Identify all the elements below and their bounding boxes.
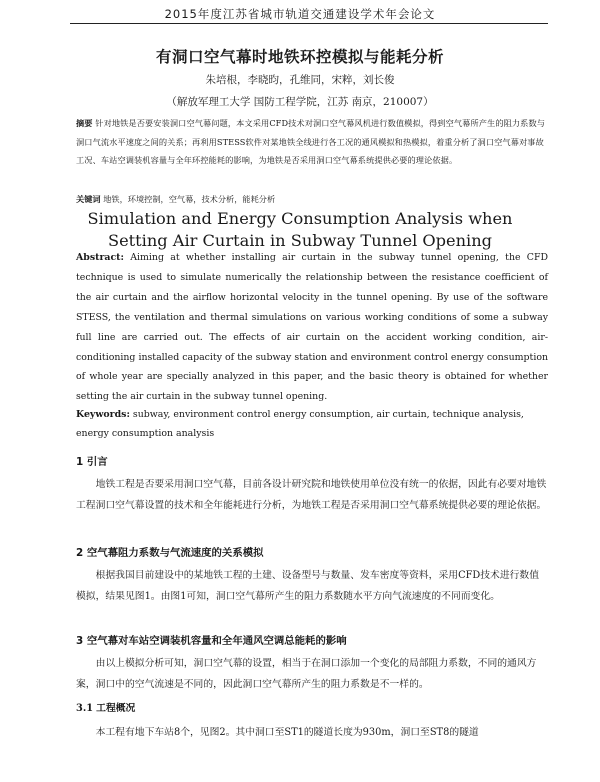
chinese-title: 有洞口空气幕时地铁环控模拟与能耗分析 bbox=[155, 48, 444, 66]
english-keywords-text: subway, environment control energy consumption, air curtain, technique analysis, energy consumption analysis bbox=[76, 409, 524, 439]
subsection-3-1-body: 本工程有地下车站8个，见图2。其中洞口至ST1的隧道长度为930m，洞口至ST8的隧道 bbox=[95, 727, 479, 738]
section-2-body: 根据我国目前建设中的某地铁工程的土建、设备型号与数量、发车密度等资料，采用CFD技术进行数值模拟，结果见图1。由图1可知，洞口空气幕所产生的阻力系数随水平方向气流速度的不同而变化。 bbox=[76, 570, 540, 602]
chinese-abstract-text: 针对地铁是否要安装洞口空气幕问题，本文采用CFD技术对洞口空气幕风机进行数值模拟，得到空气幕所产生的阻力系数与洞口气流水平速度之间的关系；再利用STESS软件对某地铁全线进行各工况的通风模拟和热模拟，着重分析了洞口空气幕对事故工况、车站空调装机容量与全年环控能耗的影响，为地铁是否采用洞口空气幕系统提供必要的理论依据。 bbox=[76, 118, 546, 165]
section-2-heading: 2 空气幕阻力系数与气流速度的关系模拟 bbox=[76, 547, 264, 559]
chinese-authors: 朱培根，李晓昀，孔维同，宋粹，刘长俊 bbox=[205, 74, 395, 86]
chinese-keywords bbox=[76, 192, 546, 206]
section-1-heading: 1 引言 bbox=[76, 456, 108, 468]
subsection-title: 工程概况 bbox=[96, 703, 136, 714]
chinese-keywords-text: 地铁，环境控制，空气幕，技术分析，能耗分析 bbox=[103, 194, 276, 204]
english-title-line-2: Setting Air Curtain in Subway Tunnel Opening bbox=[108, 231, 492, 250]
section-1-body: 地铁工程是否要采用洞口空气幕，目前各设计研究院和地铁使用单位没有统一的依据，因此有必要对地铁工程洞口空气幕设置的技术和全年能耗进行分析，为地铁工程是否采用洞口空气幕系统提供必要的理论依据。 bbox=[76, 479, 547, 511]
header-rule bbox=[70, 23, 548, 24]
subsection-3-1-heading bbox=[76, 700, 548, 714]
english-abstract-label: Abstract: bbox=[76, 252, 124, 263]
english-keywords bbox=[76, 405, 548, 443]
english-abstract-text: Aiming at whether installing air curtain in the subway tunnel opening, the CFD technique is used to simulate numerically the relationship between the resistance coefficient of the air curtain and the airflow horizontal velocity in the tunnel opening. By use of the software STESS, the ventilation and thermal simulations on various working conditions of some a subway full line are carried out. The effects of air curtain on the accident working condition, air-conditioning installed capacity of the subway station and environment control energy consumption of whole year are specially analyzed in this paper, and the basic theory is obtained for whether setting the air curtain in the subway tunnel opening. bbox=[76, 252, 549, 403]
chinese-abstract-label: 摘要 bbox=[76, 118, 93, 128]
chinese-affiliation: （解放军理工大学 国防工程学院，江苏 南京，210007） bbox=[166, 96, 434, 108]
english-keywords-label: Keywords: bbox=[76, 409, 130, 420]
english-title-line-1: Simulation and Energy Consumption Analysis when bbox=[87, 209, 513, 228]
chinese-keywords-label: 关键词 bbox=[76, 194, 101, 204]
chinese-abstract bbox=[76, 114, 546, 170]
english-title bbox=[0, 208, 600, 252]
section-3-heading: 3 空气幕对车站空调装机容量和全年通风空调总能耗的影响 bbox=[76, 635, 347, 647]
english-abstract bbox=[76, 248, 548, 407]
subsection-number: 3.1 bbox=[76, 703, 94, 714]
running-header: 2015年度江苏省城市轨道交通建设学术年会论文 bbox=[164, 7, 436, 21]
section-3-body: 由以上模拟分析可知，洞口空气幕的设置，相当于在洞口添加一个变化的局部阻力系数，不同的通风方案，洞口中的空气流速是不同的，因此洞口空气幕所产生的阻力系数是不一样的。 bbox=[76, 658, 537, 690]
